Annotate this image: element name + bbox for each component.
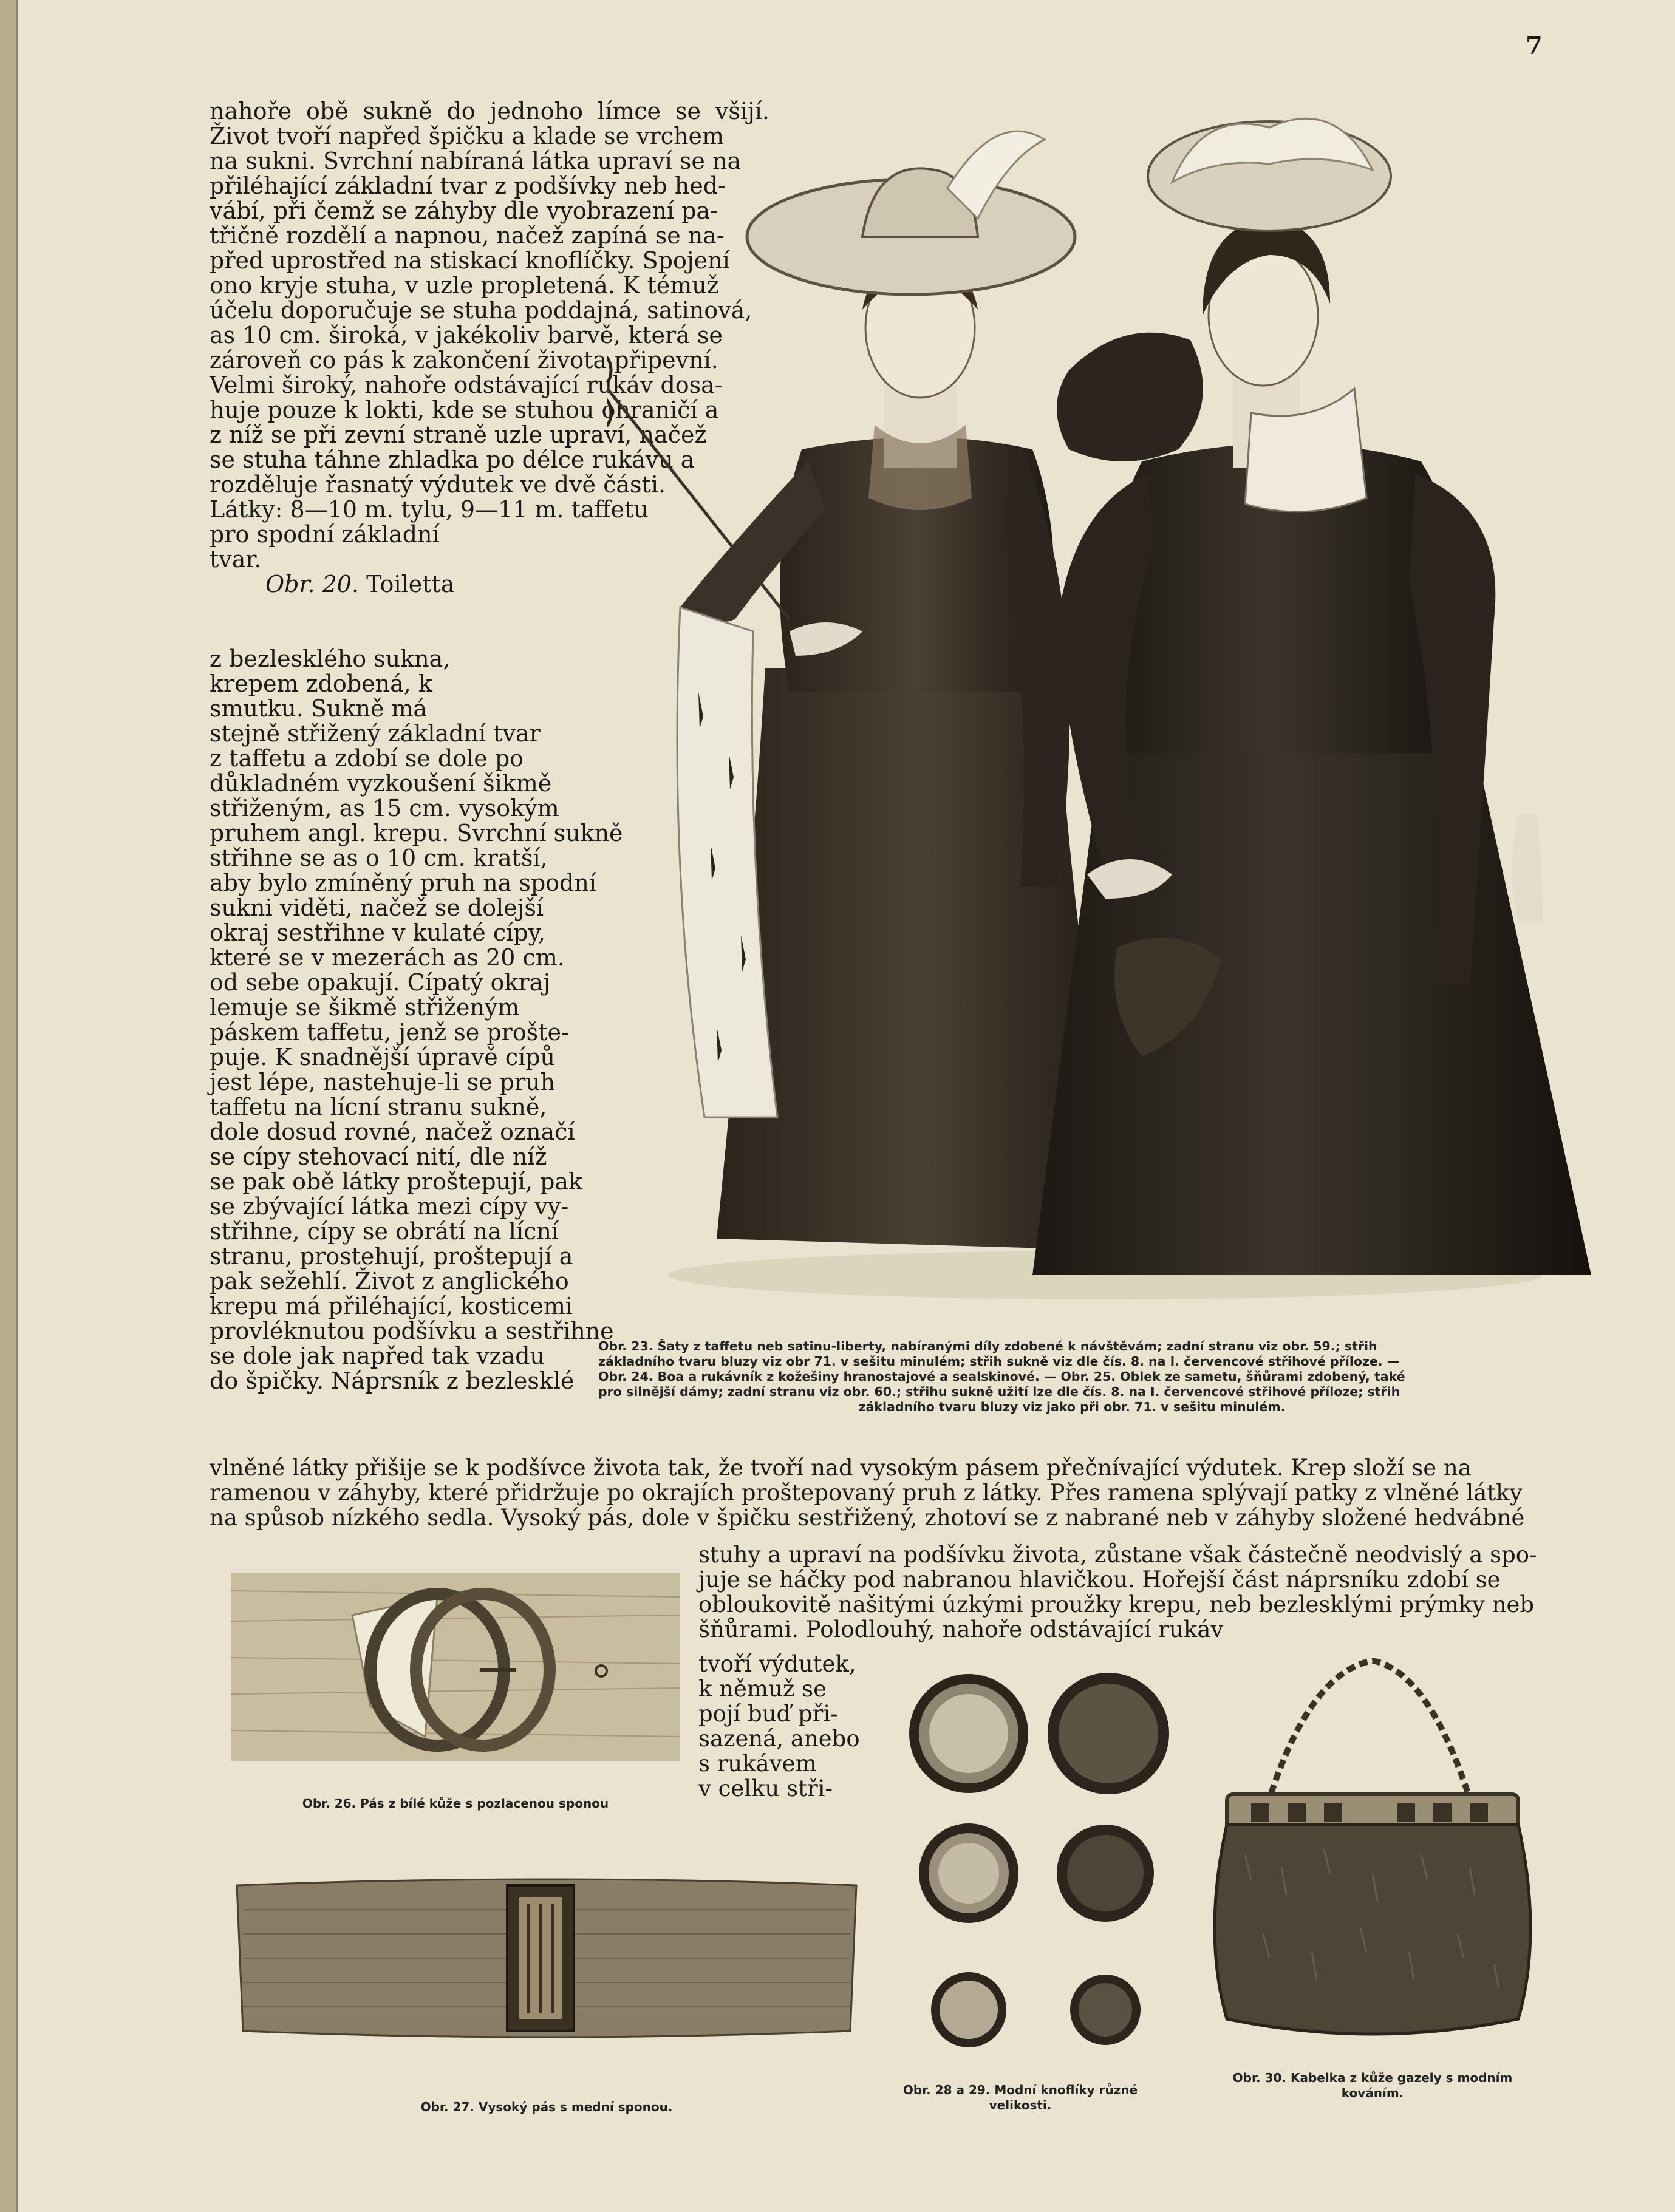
text-line: od sebe opakují. Cípatý okraj [210,969,551,996]
caption-line: Obr. 23. Šaty z taffetu neb satinu-liberty, nabíranými díly zdobené k návštěvám; zadní stranu viz obr. 59.; střih [598,1339,1377,1353]
text-line: Život tvoří napřed špičku a klade se vrchem [210,123,725,149]
text-line: krepem zdobená, k [210,670,432,697]
text-line: střiženým, as 15 cm. vysokým [210,795,559,822]
text-line: z bezlesklého sukna, [210,645,451,672]
button-large-2 [1048,1673,1169,1794]
text-line: střihne se as o 10 cm. kratší, [210,845,548,871]
text-line: třičně rozdělí a napnou, načež zapíná se na- [210,222,725,249]
text-line: Látky: 8—10 m. tylu, 9—11 m. taffetu [210,496,649,523]
woman-left [607,131,1130,1251]
caption-line: Obr. 24. Boa a rukávník z kožešiny hranostajové a sealskinové. — Obr. 25. Oblek ze sametu, šňůrami zdobený, také [598,1369,1405,1384]
caption-obr28-29 [850,2083,1190,2113]
button-medium-2 [1057,1825,1154,1922]
belt-obr27-illustration [231,1873,862,2043]
buttons-obr28-29-illustration [899,1670,1178,2083]
text-line: zároveň co pás k zakončení života připevní. [210,347,718,373]
obr20-label: Obr. 20. [265,571,360,597]
text-line: tvar. [210,546,262,573]
text-line: šňůrami. Polodlouhý, nahoře odstávající rukáv [698,1616,1224,1642]
text-line: se cípy stehovací nití, dle níž [210,1143,547,1170]
text-line: páskem taffetu, jenž se prošte- [210,1019,569,1046]
text-line: tvoří výdutek, [698,1651,856,1677]
text-line: účelu doporučuje se stuha poddajná, satinová, [210,297,752,324]
caption-obr30 [1190,2071,1555,2101]
text-line: puje. K snadnější úpravě cípů [210,1044,556,1070]
text-line: ramenou v záhyby, které přidržuje po okrajích proštepovaný pruh z látky. Přes ramena splývají patky z vlněné látky [210,1480,1523,1506]
button-large-1 [909,1674,1028,1793]
text-line: pojí buď při- [698,1701,838,1727]
button-medium-1 [919,1823,1018,1923]
text-line: s rukávem [698,1751,817,1777]
caption-line: pro silnější dámy; zadní stranu viz obr. 60.; střihu sukně užití lze dle čís. 8. na I. červencové střihové příloze; střih [598,1384,1400,1399]
text-line: smutku. Sukně má [210,695,428,722]
caption-obr23 [598,1339,1546,1415]
woman-right [1032,118,1591,1275]
caption-line: základního tvaru bluzy viz jako při obr. 71. v sešitu minulém. [858,1400,1286,1414]
button-small-2 [1070,1975,1141,2045]
text-line: pruhem angl. krepu. Svrchní sukně [210,820,623,846]
text-line: se dole jak napřed tak vzadu [210,1343,545,1369]
caption-line: základního tvaru bluzy viz obr 71. v sešitu minulém; střih sukně viz dle čís. 8. na I. červencové střihové příloze. — [598,1354,1400,1369]
text-line: huje pouze k lokti, kde se stuhou ohraničí a [210,396,719,423]
text-line: krepu má přiléhající, kosticemi [210,1293,573,1319]
text-line: stejně střižený základní tvar [210,720,541,747]
article-text-tail [698,1651,860,1802]
text-line: okraj sestřihne v kulaté cípy, [210,919,546,946]
article-text-right-block [698,1542,1546,1642]
text-line: ono kryje stuha, v uzle propletená. K témuž [210,272,719,299]
page-binding-edge [0,0,18,2212]
text-line: jest lépe, nastehuje-li se pruh [210,1069,556,1095]
text-line: rozděluje řasnatý výdutek ve dvě části. [210,471,666,498]
text-line: z taffetu a zdobí se dole po [210,745,524,772]
text-line: sazená, anebo [698,1726,860,1752]
caption-obr26: Obr. 26. Pás z bílé kůže s pozlacenou sponou [302,1796,609,1811]
text-line: sukni viděti, načež se dolejší [210,894,544,921]
text-line: aby bylo zmíněný pruh na spodní [210,869,597,896]
text-line: stranu, prostehují, proštepují a [210,1243,573,1270]
text-line: střihne, cípy se obrátí na lícní [210,1218,559,1245]
text-line: v celku stři- [698,1775,833,1802]
text-line: před uprostřed na stiskací knoflíčky. Spojení [210,247,730,274]
obr20-heading-line [210,571,455,597]
text-line: juje se háčky pod nabranou hlavičkou. Hořejší část náprsníku zdobí se [698,1567,1501,1593]
text-line: provléknutou podšívku a sestřihne [210,1318,614,1344]
button-small-1 [931,1972,1006,2047]
article-text-middle [210,645,623,1394]
text-line: se stuha táhne zhladka po délce rukávu a [210,446,695,473]
belt-obr26-illustration [231,1573,680,1761]
text-line: z níž se při zevní straně uzle upraví, načež [210,421,707,448]
text-line: lemuje se šikmě střiženým [210,994,520,1021]
text-line: Velmi široký, nahoře odstávající rukáv dosa- [210,372,723,398]
text-line: taffetu na lícní stranu sukně, [210,1094,547,1120]
text-line: stuhy a upraví na podšívku života, zůstane však částečně neodvislý a spo- [698,1542,1537,1568]
obr20-heading-rest: Toiletta [359,571,455,597]
text-line: obloukovitě našitými úzkými proužky krepu, neb bezlesklými prýmky neb [698,1591,1535,1618]
text-line: k němuž se [698,1676,827,1702]
text-line: se pak obě látky proštepují, pak [210,1168,583,1195]
page-number: 7 [1526,32,1543,60]
text-line: pro spodní základní [210,521,440,548]
caption-line: Obr. 28 a 29. Modní knoflíky různé [902,2083,1138,2097]
caption-line: velikosti. [989,2098,1052,2112]
text-line: vábí, při čemž se záhyby dle vyobrazení pa- [210,197,718,224]
text-line: se zbývající látka mezi cípy vy- [210,1193,569,1220]
text-line: vlněné látky přišije se k podšívce života tak, že tvoří nad vysokým pásem přečnívající výdutek. Krep složí se na [210,1455,1472,1481]
caption-line: kováním. [1341,2086,1404,2100]
text-line: as 10 cm. široká, v jakékoliv barvě, která se [210,322,723,349]
article-text-full-width [210,1455,1546,1530]
article-text-narrow [210,521,455,597]
text-line: nahoře obě sukně do jednoho límce se všijí. [210,98,769,124]
text-line: pak sežehlí. Život z anglického [210,1268,569,1295]
text-line: důkladném vyzkoušení šikmě [210,770,552,797]
text-line: do špičky. Náprsník z bezlesklé [210,1367,575,1394]
handbag-obr30-illustration [1190,1649,1555,2049]
caption-obr27: Obr. 27. Vysoký pás s mední sponou. [420,2100,673,2114]
text-line: přiléhající základní tvar z podšívky neb hed- [210,172,726,199]
text-line: na spůsob nízkého sedla. Vysoký pás, dole v špičku sestřižený, zhotoví se z nabrané neb v záhyby složené hedvábné [210,1505,1525,1531]
fashion-illustration-obr23-25 [607,85,1603,1299]
text-line: které se v mezerách as 20 cm. [210,944,565,971]
text-line: dole dosud rovné, načež označí [210,1118,575,1145]
text-line: na sukni. Svrchní nabíraná látka upraví se na [210,148,742,174]
caption-line: Obr. 30. Kabelka z kůže gazely s modním [1232,2071,1513,2085]
